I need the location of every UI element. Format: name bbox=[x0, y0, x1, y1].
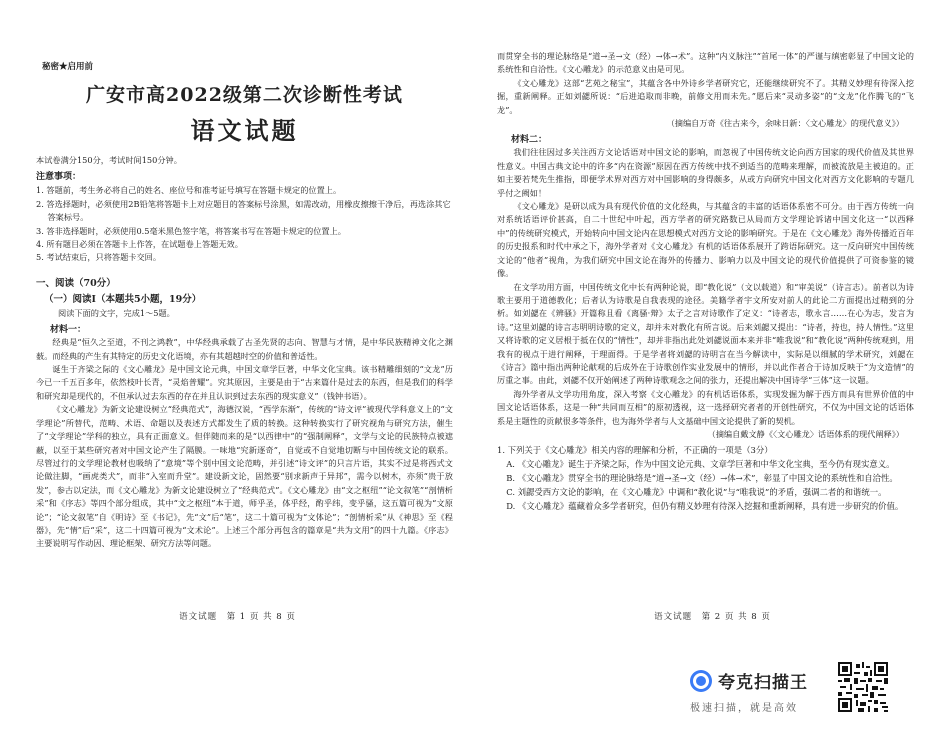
material1-paragraph: 诞生于齐梁之际的《文心雕龙》是中国文论元典，中国文章学巨著，中华文化宝典。该书精雕细刻的“文龙”历今已一千五百多年，依然枝叶长青，“灵焰普耀”。究其原因，主要是由于“古来篇什是过去的东西，但是我们的科学和研究却是现代的，不但承认过去东西的存在并且认识到过去东西的现实意义”（钱钟书语）。 bbox=[36, 364, 453, 401]
page-footer-right: 语文试题 第 2 页 共 8 页 bbox=[654, 612, 771, 622]
material1-label: 材料一： bbox=[50, 325, 87, 336]
secret-mark: 秘密★启用前 bbox=[42, 62, 94, 72]
continued-paragraph: 《文心雕龙》这部“艺苑之秘宝”，其蕴含各中外诗乡学者研究它，还能继续研究不了。其精义妙理有待深入挖掘，重新阐释。正如刘勰所说：“后进追取而非晚，前修文用而未先。”愿后来“灵动多姿”的“文龙”化作腾飞的“飞龙”。 bbox=[497, 77, 914, 115]
note-item: 2. 答选择题时，必须使用2B铅笔将答题卡上对应题目的答案标号涂黑，如需改动，用橡皮擦擦干净后，再选涂其它答案标号。 bbox=[36, 198, 451, 223]
material2-paragraph: 海外学者从文学功用角度，深入考察《文心雕龙》的有机话语体系，实现发掘为解于西方而具有世界价值的中国文论话语体系，这是一种“共同而互相”的原初透视，这一选择研究者者的开创性研究，不仅为中国文论的话语体系是主题性的贡献很多等条件，也为海外学者与人文基础中国文论提供了新的契机。 bbox=[497, 388, 914, 426]
material1-paragraph: 经典是“恒久之至道，不刊之鸿教”，中华经典承载了古圣先贤的志向、智慧与才情，是中华民族精神文化之渊薮。而经典的产生有其特定的历史文化语境，亦有其超越时空的价值和普适性。 bbox=[36, 337, 453, 361]
question-option: D. 《文心雕龙》蕴藏着众多学者研究，但仍有精义妙理有待深入挖掘和重新阐释，具有进一步研究的价值。 bbox=[506, 501, 904, 512]
material2-paragraph: 我们往往因过多关注西方文论话语对中国文论的影响，而忽视了中国传统文论向西方国家的现代价值及其世界性意义。中国古典文论中的许多“内在资源”原因在西方传统中找不到适当的范畴来理解，而被流放是主被迫的。正如主要若梵先生推指，即便学术界对西方对中国影响的身得颇多，从或方向研究中国文化对西方文化影响的专题几乎付之阙如！ bbox=[497, 147, 914, 198]
scanner-logo-icon bbox=[690, 670, 712, 692]
section-title: 一、阅读（70分） bbox=[36, 277, 116, 289]
material2-label: 材料二： bbox=[511, 135, 548, 146]
brand-row bbox=[690, 668, 828, 693]
brand-name: 夸克扫描王 bbox=[718, 673, 808, 693]
material1-paragraph: 《文心雕龙》为新文论建设树立“经典范式”，海德汉说，“西学东渐”，传统的“诗文评”被现代学科意义上的“文学理论”所替代，范畴、术语、命题以及表述方式都发生了质的转换。这种转换实行了研究视角与研究方法，催生了“文学理论”学科的独立，具有正面意义。但伴随而来的是“以西律中”的“强制阐释”，文学与文论的民族特点被遮蔽，以至于某些研究者对中国文论产生了隔膜。一味地“究新逐奇”，自觉或不自觉地切断与中国传统文论的联系。尽管过行的文学理论教材也吸纳了“意境”等个别中国文论范畴，并引述“诗文评”的只言片语，其实不过是将西式文论做注脚，“画虎类犬”，而非“入室而升堂”。建设新文论，固然要“别求新声于异邦”，需今以树木，亦须“贵于放发”，参古以定法，而《文心雕龙》为新文论建设树立了“经典范式”。《文心雕龙》由“文之枢纽”“论文叙笔”“剖情析采”和《序志》等四个部分组成，其中“文之枢纽”本于道，师乎圣，体乎经，酌乎纬，变乎骚，这五篇可视为“文原论”；“论文叙笔”自《明诗》至《书记》，先“文”后“笔”，这二十篇可视为“文体论”；“剖情析采”从《神思》至《程器》，先“情”后“采”，这二十四篇可视为“文术论”。上述三个部分再包含的篇章是“共为文用”的四十九篇。《序志》主要说明写作动因、理论框架、研究方法等问题。 bbox=[36, 404, 453, 549]
exam-info: 本试卷满分150分，考试时间150分钟。 bbox=[36, 155, 182, 165]
qr-code-icon bbox=[838, 662, 888, 712]
source-citation: （摘编自戴文静《〈文心雕龙〉话语体系的现代阐释》） bbox=[707, 428, 904, 439]
subsection-title: （一）阅读Ⅰ（本题共5小题，19分） bbox=[44, 293, 202, 305]
notes-list bbox=[36, 184, 453, 264]
exam-title: 广安市高2022级第二次诊断性考试 bbox=[86, 84, 403, 106]
question-option: A. 《文心雕龙》诞生于齐梁之际，作为中国文论元典、文章学巨著和中华文化宝典，至今仍有现实意义。 bbox=[506, 459, 895, 470]
note-item: 5. 考试结束后，只将答题卡交回。 bbox=[36, 252, 162, 263]
question-option: B. 《文心雕龙》贯穿全书的理论脉络是“道→圣→文（经）→体→术”，彰显了中国文论的系统性和自洽性。 bbox=[506, 473, 898, 484]
subject-title: 语文试题 bbox=[190, 116, 299, 145]
note-item: 3. 答非选择题时，必须使用0.5毫米黑色签字笔，将答案书写在答题卡规定的位置上。 bbox=[36, 225, 346, 236]
page-footer-left: 语文试题 第 1 页 共 8 页 bbox=[179, 612, 296, 622]
source-citation: （摘编自万奇《往古来今，余味日新：〈文心雕龙〉的现代意义》） bbox=[666, 118, 904, 129]
material2-paragraph: 《文心雕龙》是研以成为具有现代价值的文化经典，与其蕴含的丰富的话语体系密不可分。由于西方传统一向对系统话语评价甚高，自二十世纪中叶起，西方学者的研究路数已从局而方文学理论诉诸中国文化这一“以西释中”的传统研究模式，开始转向中国文论内在思想模式对西方文论的影响研究。于是在《文心雕龙》海外传播近百年的历史报系和时代中承之下，海外学者对《文心雕龙》有机的话语体系展开了跨语际研究。这一反向研究中国传统文论的“他者”视角，为我们研究中国文论在海外的传播力、影响力以及中国文论的现代价值提供了可资参鉴的镜像。 bbox=[497, 201, 914, 279]
notes-title: 注意事项： bbox=[36, 172, 82, 183]
material2-paragraph: 在文学功用方面，中国传统文化中长有两种论说，即“教化说”（文以载道）和“审美说”（诗言志）。前者以为诗歌主要用于道德教化；后者认为诗歌是自我表现的途径。美籍学者宇文所安对前人的此论二方面提出过精到的分析。如刘勰在《辨骚》开篇称且看《离骚·辩》太子之言对诗歌作了定义：“诗者志，歌永言……在心为志，发言为诗。”这里刘勰的诗言志明明诗歌的定义，却并未对教化有所言说。后来刘勰又提出：“诗者，持也，持人情性。”这里又将诗歌的定义居根于抵在仅的“情性”，却并非指出此处刘勰说面本来并非“唯我说”和“教化说”两种传统观到，用我有的视点于进行阐释，于理面得。于是学者将刘勰的诗明言在当今解读中，实际是以细腻的学术研究，刘勰在《诗言》篇中指出两种论献观的后成外在于诗歌创作实业发展中的情形，并以此作者合于诗加反映于“为文造情”的厉重之事。由此，刘勰不仅开始阐述了两种诗歌观念之间的张力，还提出解决中国诗学“三体”这一议题。 bbox=[497, 281, 914, 386]
note-item: 4. 所有题目必须在答题卡上作答，在试题卷上答题无效。 bbox=[36, 239, 243, 250]
instruction: 阅读下面的文字，完成1～5题。 bbox=[58, 307, 175, 318]
question-stem: 1. 下列关于《文心雕龙》相关内容的理解和分析，不正确的一项是（3分） bbox=[497, 445, 773, 456]
brand-slogan: 极速扫描，就是高效 bbox=[690, 703, 798, 714]
note-item: 1. 答题前，考生务必将自己的姓名、座位号和准考证号填写在答题卡规定的位置上。 bbox=[36, 185, 342, 196]
right-page bbox=[475, 0, 950, 730]
scanner-brand bbox=[690, 668, 828, 718]
question-option: C. 刘勰受西方文论的影响，在《文心雕龙》中调和“教化说”与“唯我说”的矛盾，强调二者的和谐统一。 bbox=[506, 487, 887, 498]
continued-paragraph: 而贯穿全书的理论脉络是“道→圣→文（经）→体→术”。这种“内义脉注”“首尾一体”的严谨与缜密彰显了中国文论的系统性和自洽性。《文心雕龙》的示范意义由是可见。 bbox=[497, 51, 914, 75]
